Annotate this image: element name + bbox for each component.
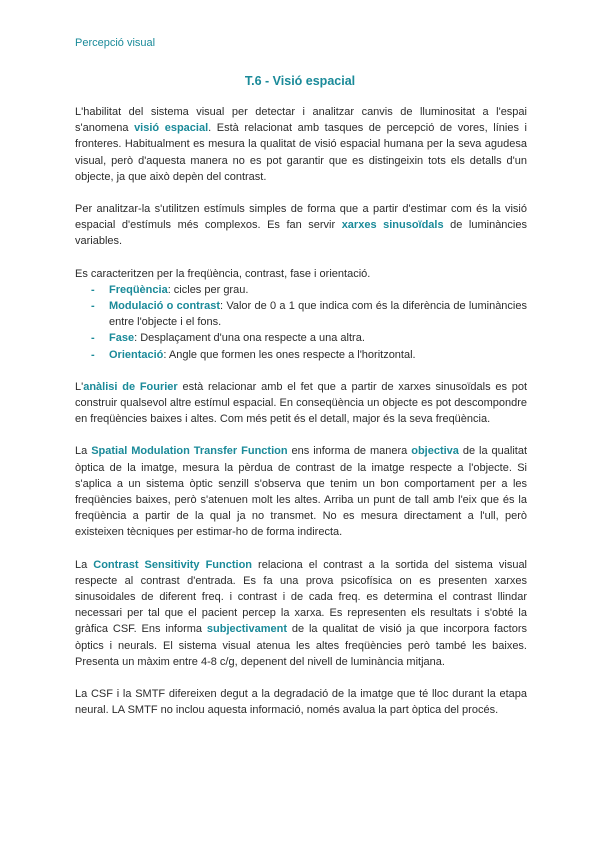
text-run: relaciona el contrast a la sortida del sistema visual respecte al contrast d'entrada. Es fa una prova psicofísica on es presenten xarxes sinusoidales de diferent freq. i contrast i de cada freq. es determina el contrast llindar necessari per tal que el pacient percep la xarxa. Es representen els resultats i s'obté la gràfica CSF. Ens informa [75, 558, 527, 636]
dash-bullet: - [91, 300, 95, 313]
list-item [91, 282, 527, 298]
paragraph-fourier [75, 379, 527, 428]
paragraph-characteristics [75, 266, 527, 282]
paragraph-smtf [75, 443, 527, 540]
text-run: Es caracteritzen per la freqüència, contrast, fase i orientació. [75, 267, 371, 280]
text-run: ens informa de manera [287, 445, 412, 458]
paragraph-difference [75, 686, 527, 718]
text-run: de la qualitat de visió ja que incorpora factors òptics i neurals. El sistema visual atenua les altes freqüències però també les baixes. Presenta un màxim entre 4-8 c/g, depenent del nivell de luminància mitjana. [75, 623, 527, 668]
text-run: està relacionar amb el fet que a partir de xarxes sinusoïdals es pot construir qualsevol altre estímul espacial. En conseqüència un objecte es pot descompondre en freqüències baixes i altes. Com més petit és el detall, major és la seva freqüència. [75, 380, 527, 426]
highlight-term: subjectivament [206, 623, 287, 636]
text-run: L'habilitat del sistema visual per detectar i analitzar canvis de lluminositat a l'espai s'anomena [75, 106, 527, 135]
text-run: La [75, 558, 94, 571]
highlight-term: Spatial Modulation Transfer Function [91, 445, 288, 458]
feature-term: Freqüència [109, 283, 168, 296]
highlight-term: Contrast Sensitivity Function [93, 558, 253, 571]
feature-term: Fase [109, 332, 135, 345]
paragraph-csf [75, 557, 527, 670]
paragraph-intro [75, 104, 527, 185]
highlight-term: anàlisi de Fourier [83, 380, 178, 393]
document-body [75, 104, 527, 735]
list-item [91, 330, 527, 346]
text-run: La [75, 445, 92, 458]
text-run: de luminàncies variables. [75, 219, 527, 248]
list-item [91, 298, 527, 330]
feature-list [75, 282, 527, 363]
text-run: L' [75, 380, 84, 393]
feature-description: : Valor de 0 a 1 que indica com és la diferència de luminàncies entre l'objecte i el fons. [109, 300, 527, 329]
feature-term: Orientació [109, 348, 164, 361]
paragraph-stimuli [75, 201, 527, 250]
feature-description: : Angle que formen les ones respecte a l'horitzontal. [163, 348, 416, 361]
feature-term: Modulació o contrast [109, 300, 221, 313]
feature-description: : cicles per grau. [167, 283, 249, 296]
section-title: T.6 - Visió espacial [244, 74, 356, 88]
text-run: . Està relacionat amb tasques de percepció de vores, línies i fronteres. Habitualment es mesura la qualitat de visió espacial humana per la seva agudesa visual, però d'aquesta manera no es pot garantir que es distingeixin tots els detalls d'un objecte, ja que això depèn del contrast. [75, 122, 527, 183]
text-run: de la qualitat òptica de la imatge, mesura la pèrdua de contrast de la imatge respecte a l'objecte. Si s'aplica a un sistema òptic senzill s'observa que tenim un bon comportament per a les freqüències baixes, però s'atenuen molt les altes. Arriba un punt de tall amb l'eix que és la freqüència a partir de la qual ja no transmet. No es mesura directament a l'ull, però existeixen tècniques per estimar-ho de forma indirecta. [75, 445, 528, 539]
text-run: La CSF i la SMTF difereixen degut a la degradació de la imatge que té lloc durant la etapa neural. LA SMTF no inclou aquesta informació, només avalua la part òptica del procés. [75, 688, 527, 717]
text-run: Per analitzar-la s'utilitzen estímuls simples de forma que a partir d'estimar com és la visió espacial d'estímuls més complexos. Es fan servir [75, 203, 527, 232]
dash-bullet: - [91, 348, 95, 361]
highlight-term: xarxes sinusoïdals [341, 219, 444, 232]
list-item [91, 347, 527, 363]
dash-bullet: - [91, 283, 95, 296]
feature-description: : Desplaçament d'una ona respecte a una altra. [134, 332, 365, 345]
highlight-term: objectiva [411, 445, 459, 458]
page-header: Percepció visual [75, 37, 156, 49]
highlight-term: visió espacial [134, 122, 209, 135]
dash-bullet: - [91, 332, 95, 345]
